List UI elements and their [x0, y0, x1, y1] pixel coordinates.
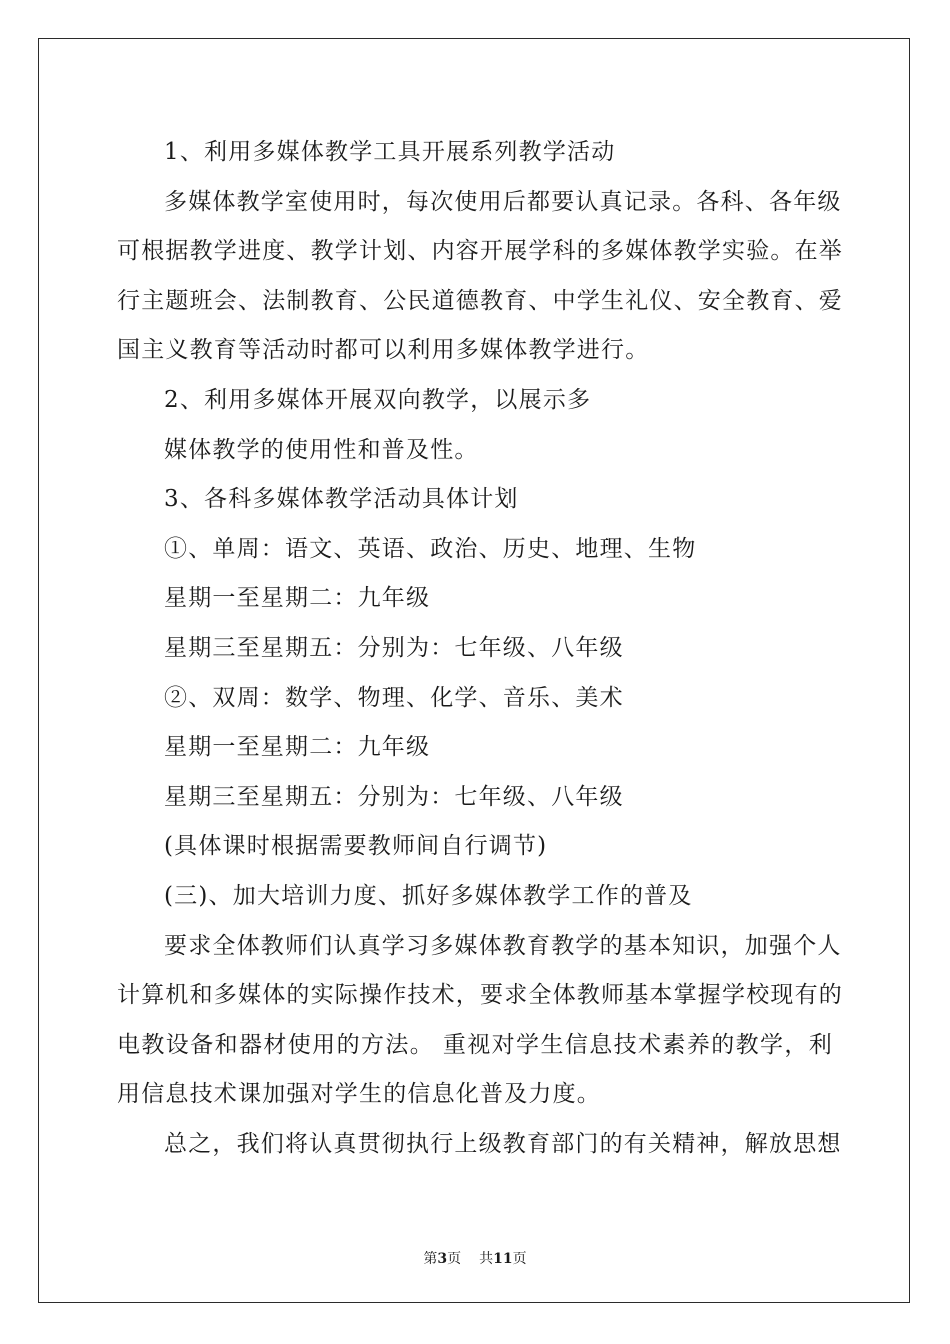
text-line-8: 3、各科多媒体教学活动具体计划: [164, 486, 519, 513]
text-line-2: 多媒体教学室使用时，每次使用后都要认真记录。各科、各年级: [164, 188, 842, 215]
text-line-19: 电教设备和器材使用的方法。 重视对学生信息技术素养的教学，利: [117, 1031, 833, 1058]
text-line-4: 行主题班会、法制教育、公民道德教育、中学生礼仪、安全教育、爱: [117, 287, 843, 314]
text-line-18: 计算机和多媒体的实际操作技术，要求全体教师基本掌握学校现有的: [117, 982, 843, 1009]
text-line-13: 星期一至星期二：九年级: [164, 734, 431, 761]
document-body: [117, 128, 843, 1169]
page-number: 3: [437, 1251, 448, 1267]
text-line-5: 国主义教育等活动时都可以利用多媒体教学进行。: [117, 337, 650, 364]
total-prefix: 共: [479, 1251, 494, 1267]
text-line-11: 星期三至星期五：分别为：七年级、八年级: [164, 634, 624, 661]
text-line-6: 2、利用多媒体开展双向教学，以展示多: [164, 386, 592, 413]
text-line-12: ②、双周：数学、物理、化学、音乐、美术: [164, 684, 624, 711]
page-footer: [0, 1248, 950, 1268]
text-line-14: 星期三至星期五：分别为：七年级、八年级: [164, 783, 624, 810]
text-line-21: 总之，我们将认真贯彻执行上级教育部门的有关精神，解放思想: [164, 1130, 842, 1157]
text-line-15: (具体课时根据需要教师间自行调节): [164, 833, 548, 860]
total-suffix: 页: [512, 1251, 527, 1267]
text-line-17: 要求全体教师们认真学习多媒体教育教学的基本知识，加强个人: [164, 932, 842, 959]
total-pages: 11: [493, 1251, 513, 1267]
text-line-3: 可根据教学进度、教学计划、内容开展学科的多媒体教学实验。在举: [117, 238, 843, 265]
text-line-1: 1、利用多媒体教学工具开展系列教学活动: [164, 139, 616, 165]
text-line-9: ①、单周：语文、英语、政治、历史、地理、生物: [164, 535, 697, 562]
text-line-10: 星期一至星期二：九年级: [164, 585, 431, 612]
page-suffix: 页: [447, 1251, 462, 1267]
text-line-20: 用信息技术课加强对学生的信息化普及力度。: [117, 1081, 601, 1108]
page-prefix: 第: [423, 1251, 438, 1267]
text-line-7: 媒体教学的使用性和普及性。: [164, 436, 479, 463]
text-line-16: (三)、加大培训力度、抓好多媒体教学工作的普及: [164, 882, 693, 909]
